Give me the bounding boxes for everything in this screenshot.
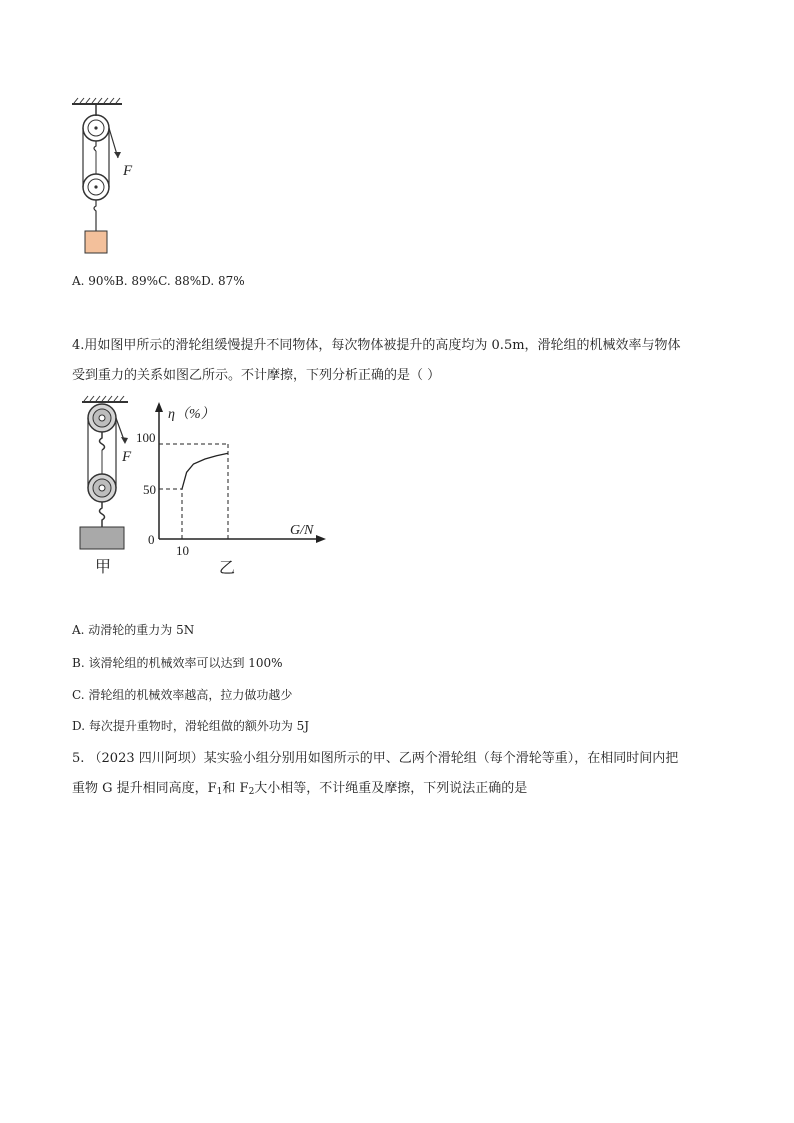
chart-caption: 乙	[219, 560, 236, 577]
q4-option-b: B. 该滑轮组的机械效率可以达到 100%	[72, 656, 283, 670]
force-arrow	[114, 152, 121, 158]
dashed-guides	[159, 444, 228, 539]
x-axis-label: G/N	[290, 523, 314, 538]
q4-chart-yi	[136, 398, 340, 580]
q4-stem-line-1: 4.用如图甲所示的滑轮组缓慢提升不同物体，每次物体被提升的高度均为 0.5m，滑轮组的机械效率与物体	[72, 338, 681, 353]
q4-option-c: C. 滑轮组的机械效率越高，拉力做功越少	[72, 688, 293, 702]
q4-stem-line-2: 受到重力的关系如图乙所示。不计摩擦，下列分析正确的是（ ）	[72, 368, 441, 383]
efficiency-curve	[182, 453, 228, 489]
q5-sub-1: 1	[216, 787, 223, 797]
q5-text-c: 大小相等，不计绳重及摩擦，下列说法正确的是	[254, 781, 528, 796]
q5-stem-line-2	[72, 780, 527, 801]
y-axis-label: η（%）	[168, 407, 215, 422]
ceiling-hatch	[74, 98, 120, 103]
q3-pulley-figure	[68, 98, 158, 258]
y-axis-arrow	[155, 402, 163, 412]
q5-stem-line-1: 5. （2023 四川阿坝）某实验小组分别用如图所示的甲、乙两个滑轮组（每个滑轮等重），在相同时间内把	[72, 751, 679, 766]
y-tick-100: 100	[136, 430, 156, 445]
q5-sub-2: 2	[248, 787, 255, 797]
q3-options: A. 90%B. 89%C. 88%D. 87%	[72, 274, 245, 288]
q4-option-a: A. 动滑轮的重力为 5N	[72, 623, 195, 637]
y-tick-0: 0	[148, 532, 155, 547]
jia-force-label: F	[122, 449, 132, 465]
jia-load-block	[80, 527, 124, 549]
x-axis-arrow	[316, 535, 326, 543]
q5-text-a: 重物 G 提升相同高度，F	[72, 781, 217, 796]
q5-text-b: 和 F	[222, 781, 249, 796]
q3-force-label: F	[123, 163, 133, 179]
q4-figure-jia	[72, 396, 142, 576]
jia-caption: 甲	[95, 559, 112, 576]
y-tick-50: 50	[143, 482, 156, 497]
q4-option-d: D. 每次提升重物时，滑轮组做的额外功为 5J	[72, 719, 310, 733]
x-tick-10: 10	[176, 543, 189, 558]
load-block	[85, 231, 107, 253]
